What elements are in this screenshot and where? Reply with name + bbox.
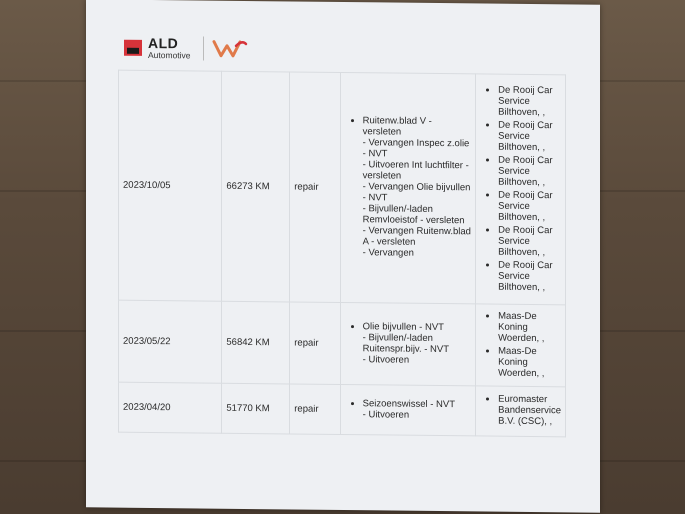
garage-name: • De Rooij Car Service Bilthoven, ,	[498, 259, 561, 293]
partner-w-logo	[212, 38, 248, 60]
service-description-cell	[340, 302, 475, 385]
garage-name: • Maas-De Koning Woerden, ,	[498, 345, 561, 379]
document-page	[86, 0, 600, 513]
mileage-cell: 51770 KM	[222, 383, 290, 434]
logo-name: ALD	[148, 35, 179, 52]
service-description-cell	[340, 72, 475, 303]
service-date-cell: 2023/04/20	[119, 382, 222, 433]
garage-cell	[476, 304, 566, 387]
service-date-cell: 2023/05/22	[119, 300, 222, 383]
service-description: • Olie bijvullen - NVT - Bijvullen/-laden Ruitenspr.bijv. - NVT - Uitvoeren	[363, 321, 471, 366]
service-date-cell: 2023/10/05	[119, 70, 222, 301]
garage-name: • Maas-De Koning Woerden, ,	[498, 310, 561, 344]
logo-divider	[203, 37, 204, 61]
garage-cell	[476, 74, 566, 305]
service-description: • Seizoenswissel - NVT - Uitvoeren	[363, 398, 471, 421]
service-type-cell: repair	[290, 72, 340, 303]
table-row	[119, 70, 566, 305]
garage-name: • De Rooij Car Service Bilthoven, ,	[498, 84, 561, 118]
garage-name: • De Rooij Car Service Bilthoven, ,	[498, 189, 561, 223]
maintenance-history-table	[118, 70, 566, 438]
service-type-cell: repair	[290, 384, 340, 435]
service-description: • Ruitenw.blad V - versleten - Vervangen Inspec z.olie - NVT - Uitvoeren Int luchtfilter - versleten - Vervangen Olie bijvullen - NVT - Bijvullen/-laden Remvloeistof - versleten - Vervangen Ruitenw.blad A - versleten - Vervangen	[363, 115, 471, 259]
service-description-cell	[340, 384, 475, 435]
table-row	[119, 300, 566, 387]
service-type-cell: repair	[290, 302, 340, 385]
garage-name: • Euromaster Bandenservice B.V. (CSC), ,	[498, 394, 561, 428]
garage-name: • De Rooij Car Service Bilthoven, ,	[498, 154, 561, 188]
mileage-cell: 66273 KM	[222, 71, 290, 302]
ald-logo-mark	[124, 40, 142, 56]
garage-cell	[476, 386, 566, 437]
garage-name: • De Rooij Car Service Bilthoven, ,	[498, 224, 561, 258]
table-row	[119, 382, 566, 437]
garage-name: • De Rooij Car Service Bilthoven, ,	[498, 119, 561, 153]
mileage-cell: 56842 KM	[222, 301, 290, 384]
logo-subtitle: Automotive	[148, 50, 191, 61]
ald-automotive-logo	[124, 36, 248, 61]
